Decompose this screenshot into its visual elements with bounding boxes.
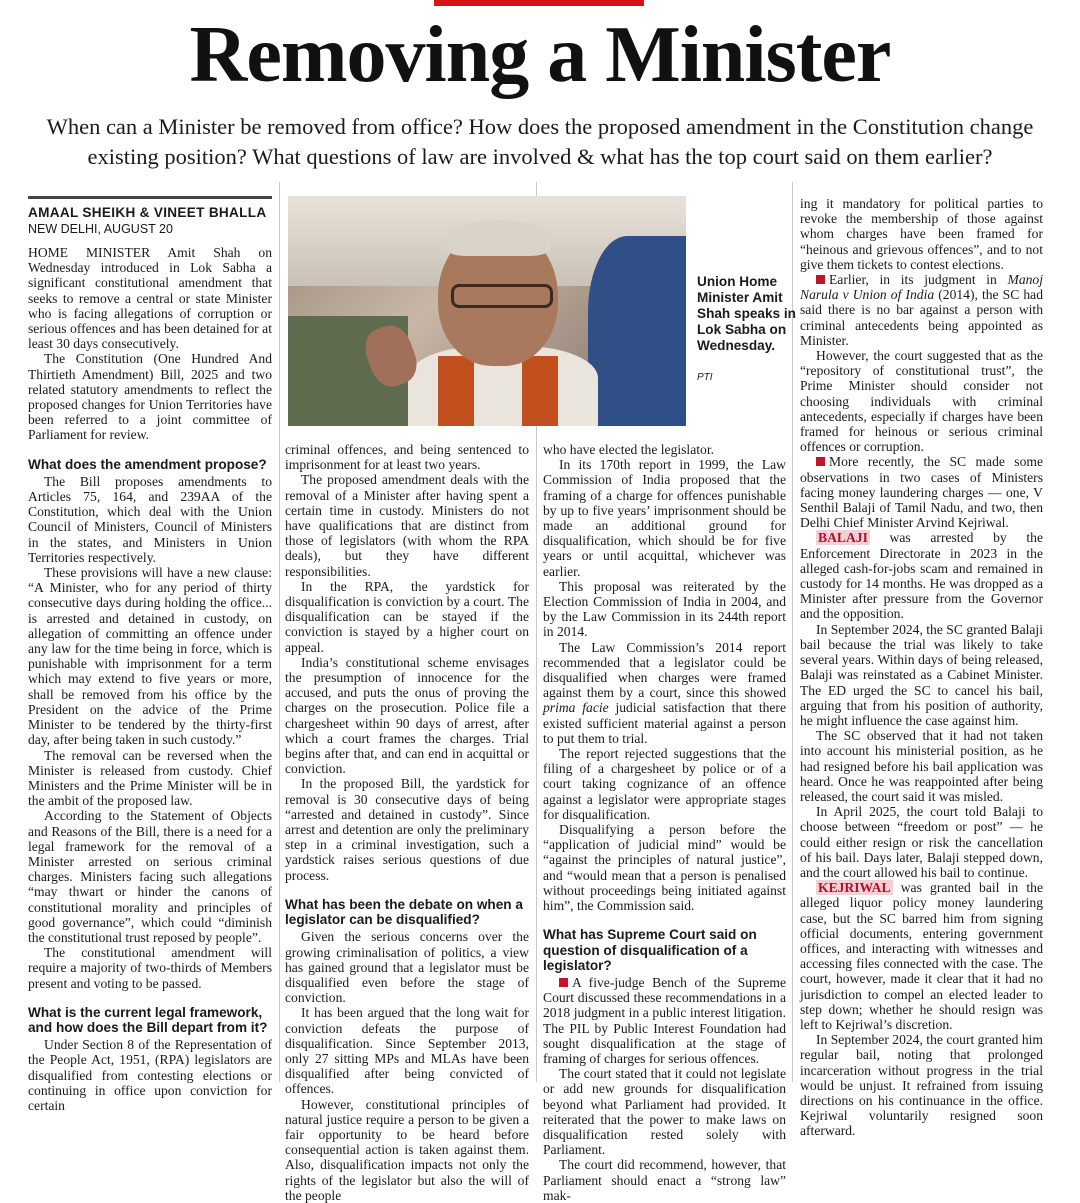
paragraph: This proposal was reiterated by the Election Commission of India in 2004, and by the Law Commission in its 244th report in 2014. <box>543 578 786 640</box>
paragraph: The court did recommend, however, that Parliament should enact a “strong law” mak- <box>543 1157 786 1203</box>
paragraph: Earlier, in its judgment in Manoj Narula v Union of India (2014), the SC had said there is no bar against a person with criminal antecedents being appointed as Minister. <box>800 272 1043 348</box>
paragraph: BALAJI was arrested by the Enforcement Directorate in 2023 in the alleged cash-for-jobs scam and remained in custody for 14 months. He was dropped as a Minister after pressure from the Governor and the opposition. <box>800 530 1043 622</box>
keyword-highlight: KEJRIWAL <box>818 880 891 896</box>
paragraph: It has been argued that the long wait for conviction defeats the purpose of disqualification. Since September 2013, only 27 sitting MPs and MLAs have been disqualified after being convicted of offences. <box>285 1005 529 1097</box>
bullet-square-icon <box>816 275 825 284</box>
header-accent-bar <box>434 0 644 6</box>
paragraph: ing it mandatory for political parties to revoke the membership of those against whom charges have been framed for “heinous and grievous offences”, and to not give them tickets to contest elections. <box>800 196 1043 272</box>
headline: Removing a Minister <box>189 11 891 99</box>
section-heading: What is the current legal framework, and how does the Bill depart from it? <box>28 1004 268 1035</box>
paragraph: The Constitution (One Hundred And Thirtieth Amendment) Bill, 2025 and two related statutory amendments to reflect the proposed changes for Union Territories have been referred to a joint committee of Parliament for review. <box>28 351 272 443</box>
section-heading: What has been the debate on when a legislator can be disqualified? <box>285 896 523 928</box>
article-column-4 <box>800 196 1043 1139</box>
paragraph: The proposed amendment deals with the removal of a Minister after having spent a certain time in custody. Ministers do not have qualifications that are distinct from those of legislators (with whom the RPA deals), but they have different responsibilities. <box>285 472 529 579</box>
paragraph: In its 170th report in 1999, the Law Commission of India proposed that the framing of a charge for offences punishable by up to five years’ imprisonment should be made an additional ground for disqualification, which should be for five years or until acquittal, whichever was earlier. <box>543 457 786 579</box>
article-column-3 <box>543 442 786 1203</box>
bullet-square-icon <box>559 978 568 987</box>
paragraph: The constitutional amendment will require a majority of two-thirds of Members present and voting to be passed. <box>28 945 272 991</box>
paragraph: The SC observed that it had not taken into account his ministerial position, as he had resigned before his bail application was heard. Once he was reappointed after being released, the court said it was misled. <box>800 728 1043 804</box>
keyword-highlight: BALAJI <box>818 530 868 546</box>
paragraph: These provisions will have a new clause: “A Minister, who for any period of thirty consecutive days during holding the office... is arrested and detained in custody, on allegation of committing an offence under any law for the time being in force, which is punishable with imprisonment for a term which may extend to five years or more, shall be removed from his office by the President on the advice of the Prime Minister to be tendered by the thirty-first day, after being taken in such custody.” <box>28 565 272 748</box>
bullet-square-icon <box>816 457 825 466</box>
column-divider <box>279 182 280 1082</box>
paragraph: Given the serious concerns over the growing criminalisation of politics, a view has gained ground that a legislator must be disqualified even before the stage of conviction. <box>285 929 529 1006</box>
paragraph: In September 2024, the SC granted Balaji bail because the trial was likely to take several years. Within days of being released, Balaji was reinstated as a Cabinet Minister. The ED urged the SC to cancel his bail, arguing that from his position of authority, he might influence the case against him. <box>800 621 1043 728</box>
paragraph: The removal can be reversed when the Minister is released from custody. Chief Ministers and the Prime Minister will be in the ambit of the proposed law. <box>28 747 272 809</box>
standfirst: When can a Minister be removed from office? How does the proposed amendment in the Constitution change existing position? What questions of law are involved & what has the top court said on them earlier? <box>46 114 1034 169</box>
paragraph: In April 2025, the court told Balaji to choose between “freedom or post” — he could either resign or risk the cancellation of his bail. Days later, Balaji stepped down, and the court allowed his bail to continue. <box>800 804 1043 880</box>
paragraph: In September 2024, the court granted him regular bail, noting that prolonged incarceration without progress in the trial would be unjust. It refrained from issuing directions on his continuance in the office. Kejriwal voluntarily resigned soon afterward. <box>800 1032 1043 1139</box>
paragraph: In the RPA, the yardstick for disqualification is conviction by a court. The disqualification can be stayed if the conviction is stayed by a higher court on appeal. <box>285 578 529 655</box>
paragraph: who have elected the legislator. <box>543 442 714 457</box>
paragraph: A five-judge Bench of the Supreme Court discussed these recommendations in a 2018 judgment in a public interest litigation. The PIL by Public Interest Foundation had sought disqualification at the stage of framing of charges for serious offences. <box>543 974 786 1066</box>
byline-rule <box>28 196 272 199</box>
paragraph: Under Section 8 of the Representation of the People Act, 1951, (RPA) legislators are disqualified from contesting elections or continuing in office upon conviction for certain <box>28 1037 272 1113</box>
paragraph: However, constitutional principles of natural justice require a person to be given a fair opportunity to be heard before consequential action is taken against them. Also, disqualification impacts not only the rights of the legislator but also the will of the people <box>285 1096 529 1203</box>
paragraph: HOME MINISTER Amit Shah on Wednesday introduced in Lok Sabha a significant constitutional amendment that seeks to remove a central or state Minister who is facing allegations of corruption or serious offences and has been detained for at least 30 days consecutively. <box>28 245 272 352</box>
photo-caption: Union Home Minister Amit Shah speaks in Lok Sabha on Wednesday. <box>697 274 796 353</box>
paragraph: The Law Commission’s 2014 report recommended that a legislator could be disqualified when charges were framed against them by a court, since this showed prima facie judicial satisfaction that there existed sufficient material against a person to put them to trial. <box>543 639 786 746</box>
paragraph: However, the court suggested that as the “repository of constitutional trust”, the Prime Minister should consider not choosing individuals with criminal antecedents, especially if charges have been framed for heinous or serious criminal offences or corruption. <box>800 348 1043 455</box>
paragraph: Disqualifying a person before the “application of judicial mind” would be “against the principles of natural justice”, and “would mean that a person is penalised without proceedings being initiated against him”, the Commission said. <box>543 822 786 914</box>
photo-credit: PTI <box>697 372 713 383</box>
paragraph: The report rejected suggestions that the filing of a chargesheet by police or of a court taking cognizance of an offence against a legislator were appropriate stages for disqualification. <box>543 746 786 822</box>
dateline: NEW DELHI, AUGUST 20 <box>28 222 173 236</box>
byline: AMAAL SHEIKH & VINEET BHALLA <box>28 205 267 220</box>
paragraph: criminal offences, and being sentenced to imprisonment for at least two years. <box>285 442 529 473</box>
paragraph: The court stated that it could not legislate or add new grounds for disqualification beyond what Parliament had provided. It reiterated that the power to make laws on disqualification rested solely with Parliament. <box>543 1066 786 1158</box>
paragraph: According to the Statement of Objects and Reasons of the Bill, there is a need for a legal framework for the removal of a Minister arrested on serious criminal charges. Ministers facing such allegations “may thwart or hinder the canons of constitutional morality and principles of good governance”, which could “diminish the constitutional trust reposed by people”. <box>28 808 272 945</box>
paragraph: More recently, the SC made some observations in two cases of Ministers facing money laundering charges — one, V Senthil Balaji of Tamil Nadu, and two, then Delhi Chief Minister Arvind Kejriwal. <box>800 454 1043 531</box>
news-photo <box>288 196 686 426</box>
section-heading: What has Supreme Court said on question of disqualification of a legislator? <box>543 927 757 973</box>
article-column-1 <box>28 196 272 1113</box>
paragraph: In the proposed Bill, the yardstick for removal is 30 consecutive days of being “arrested and detained in custody”. Since arrest and detention are only the preliminary step in a criminal investigation, such a yardstick raises serious questions of due process. <box>285 776 529 883</box>
article-column-2 <box>285 442 529 1203</box>
section-heading: What does the amendment propose? <box>28 456 267 472</box>
paragraph: The Bill proposes amendments to Articles 75, 164, and 239AA of the Constitution, which deal with the Union Council of Ministers, Council of Ministers in the states, and Ministers in Union Territories respectively. <box>28 473 272 565</box>
paragraph: India’s constitutional scheme envisages the presumption of innocence for the accused, and puts the onus of proving the charges on the prosecution. Police file a chargesheet within 90 days of arrest, after which a court frames the charges. Trial begins after that, and can end in acquittal or conviction. <box>285 654 529 777</box>
paragraph: KEJRIWAL was granted bail in the alleged liquor policy money laundering case, but the SC barred him from signing official documents, entering government offices, and interacting with witnesses and accessing files connected with the case. The court, however, made it clear that it had no jurisdiction to compel an elected leader to step down; whether he should resign was left to Kejriwal’s discretion. <box>800 880 1043 1032</box>
